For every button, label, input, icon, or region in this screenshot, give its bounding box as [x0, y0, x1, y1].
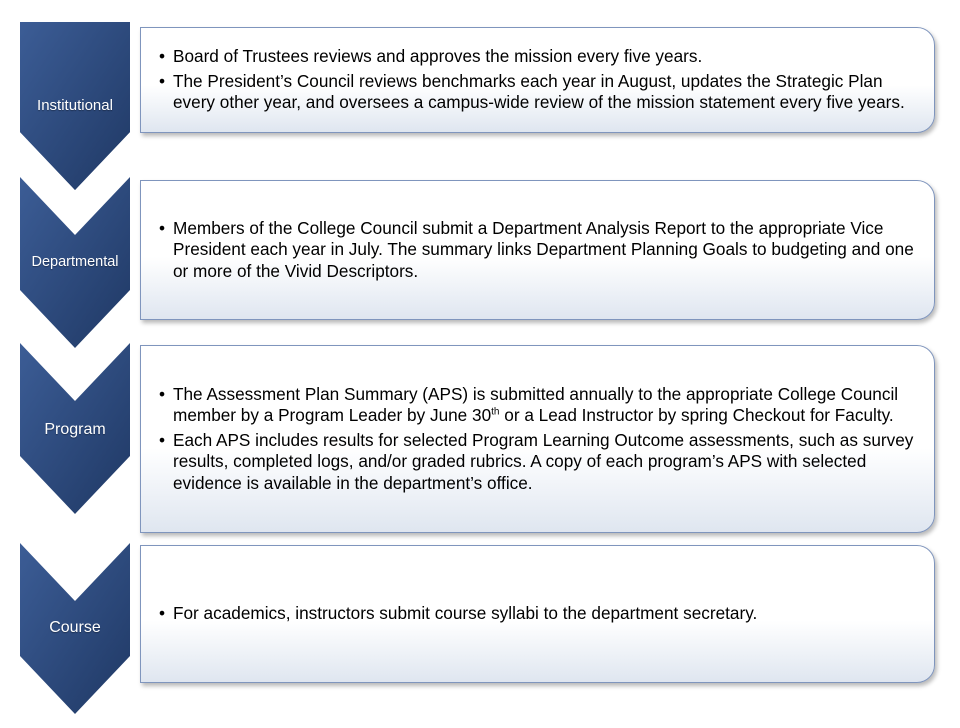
- bullet-item: • Each APS includes results for selected Program Learning Outcome assessments, such as survey results, completed logs, and/or graded rubrics. A copy of each program’s APS with selected evidence is available in the department’s office.: [159, 430, 928, 495]
- level-box-departmental: [140, 180, 935, 320]
- bullet-item: • Members of the College Council submit a Department Analysis Report to the appropriate Vice President each year in July. The summary links Department Planning Goals to budgeting and one or more of the Vivid Descriptors.: [159, 218, 928, 283]
- level-box-institutional: [140, 27, 935, 133]
- level-box-program: [140, 345, 935, 533]
- bullet-item: • The Assessment Plan Summary (APS) is submitted annually to the appropriate College Council member by a Program Leader by June 30th or a Lead Instructor by spring Checkout for Faculty.: [159, 384, 928, 427]
- bullet-item: • The President’s Council reviews benchmarks each year in August, updates the Strategic Plan every other year, and oversees a campus-wide review of the mission statement every five years.: [159, 71, 928, 114]
- level-box-course: [140, 545, 935, 683]
- chevron-arrow-program: [0, 343, 140, 543]
- level-label-program: Program: [44, 421, 106, 438]
- level-label-institutional: Institutional: [37, 97, 113, 114]
- bullet-item: • Board of Trustees reviews and approves the mission every five years.: [159, 46, 928, 68]
- level-label-departmental: Departmental: [31, 254, 119, 270]
- level-label-course: Course: [49, 619, 101, 636]
- bullet-item: • For academics, instructors submit course syllabi to the department secretary.: [159, 603, 928, 625]
